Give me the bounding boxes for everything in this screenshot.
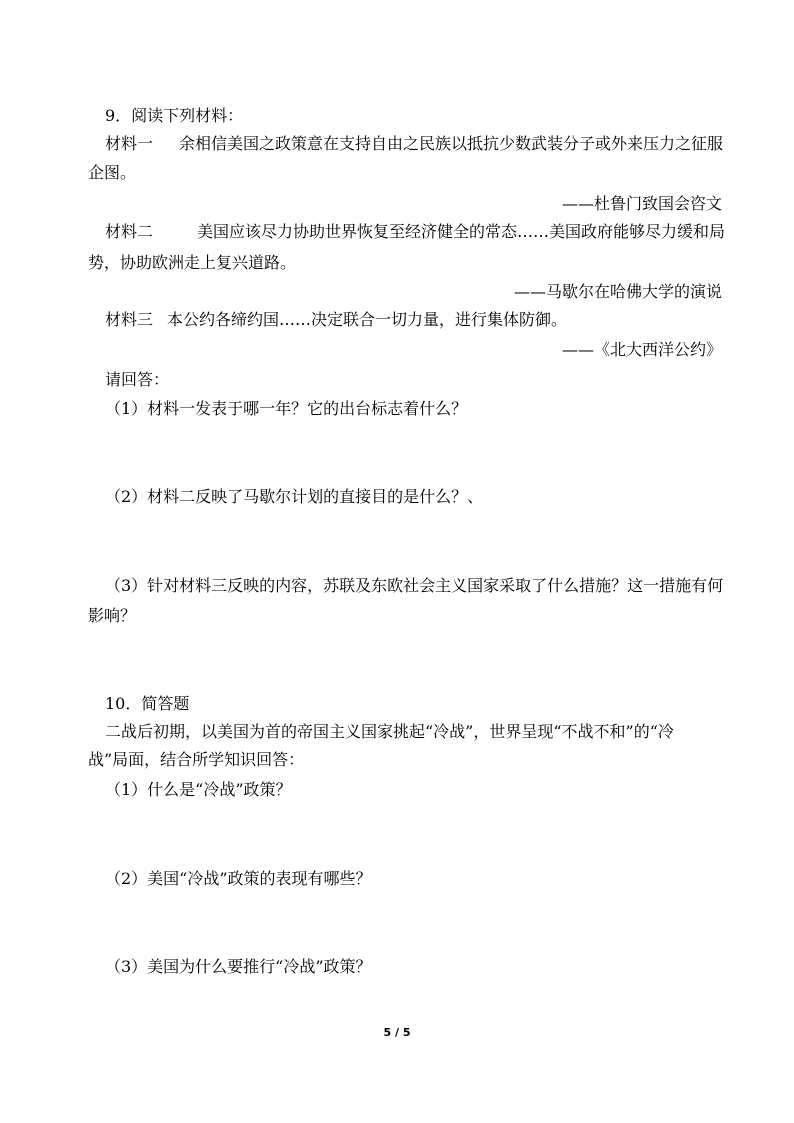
material-2-label: 材料二 bbox=[105, 222, 154, 241]
material-1-text: 余相信美国之政策意在支持自由之民族以抵抗少数武装分子或外来压力之征服 bbox=[179, 134, 724, 153]
material-1-line bbox=[105, 134, 723, 154]
material-3-line bbox=[105, 310, 567, 330]
q10-intro-continuation: 战”局面，结合所学知识回答： bbox=[88, 750, 305, 769]
q9-subquestion-3: （3）针对材料三反映的内容，苏联及东欧社会主义国家采取了什么措施？这一措施有何 bbox=[105, 576, 724, 595]
material-3-text: 本公约各缔约国……决定联合一切力量，进行集体防御。 bbox=[167, 310, 568, 329]
material-1-continuation: 企图。 bbox=[88, 163, 137, 182]
q9-subquestion-2: （2）材料二反映了马歇尔计划的直接目的是什么？、 bbox=[105, 487, 484, 506]
material-1-label: 材料一 bbox=[105, 134, 154, 153]
page-number: 5 / 5 bbox=[383, 1026, 411, 1039]
material-1-source: ——杜鲁门致国会咨文 bbox=[561, 194, 722, 213]
material-2-text: 美国应该尽力协助世界恢复至经济健全的常态……美国政府能够尽力缓和局 bbox=[197, 222, 726, 241]
q10-intro: 二战后初期，以美国为首的帝国主义国家挑起“冷战”，世界呈现“不战不和”的“冷 bbox=[105, 722, 674, 741]
material-2-continuation: 势，协助欧洲走上复兴道路。 bbox=[88, 253, 297, 272]
q10-subquestion-3: （3）美国为什么要推行“冷战”政策？ bbox=[105, 957, 372, 976]
material-3-label: 材料三 bbox=[105, 310, 154, 329]
material-2-source: ——马歇尔在哈佛大学的演说 bbox=[513, 282, 722, 301]
q9-prompt: 请回答： bbox=[105, 370, 170, 389]
q9-subquestion-3-continuation: 影响？ bbox=[88, 606, 137, 625]
material-3-source: ——《北大西洋公约》 bbox=[561, 340, 722, 359]
q10-subquestion-1: （1）什么是“冷战”政策？ bbox=[105, 780, 292, 799]
q10-title: 10．简答题 bbox=[105, 694, 190, 713]
material-2-line bbox=[105, 222, 725, 242]
q9-title: 9．阅读下列材料： bbox=[105, 106, 244, 125]
q10-subquestion-2: （2）美国“冷战”政策的表现有哪些？ bbox=[105, 869, 372, 888]
q9-subquestion-1: （1）材料一发表于哪一年？它的出台标志着什么？ bbox=[105, 399, 468, 418]
